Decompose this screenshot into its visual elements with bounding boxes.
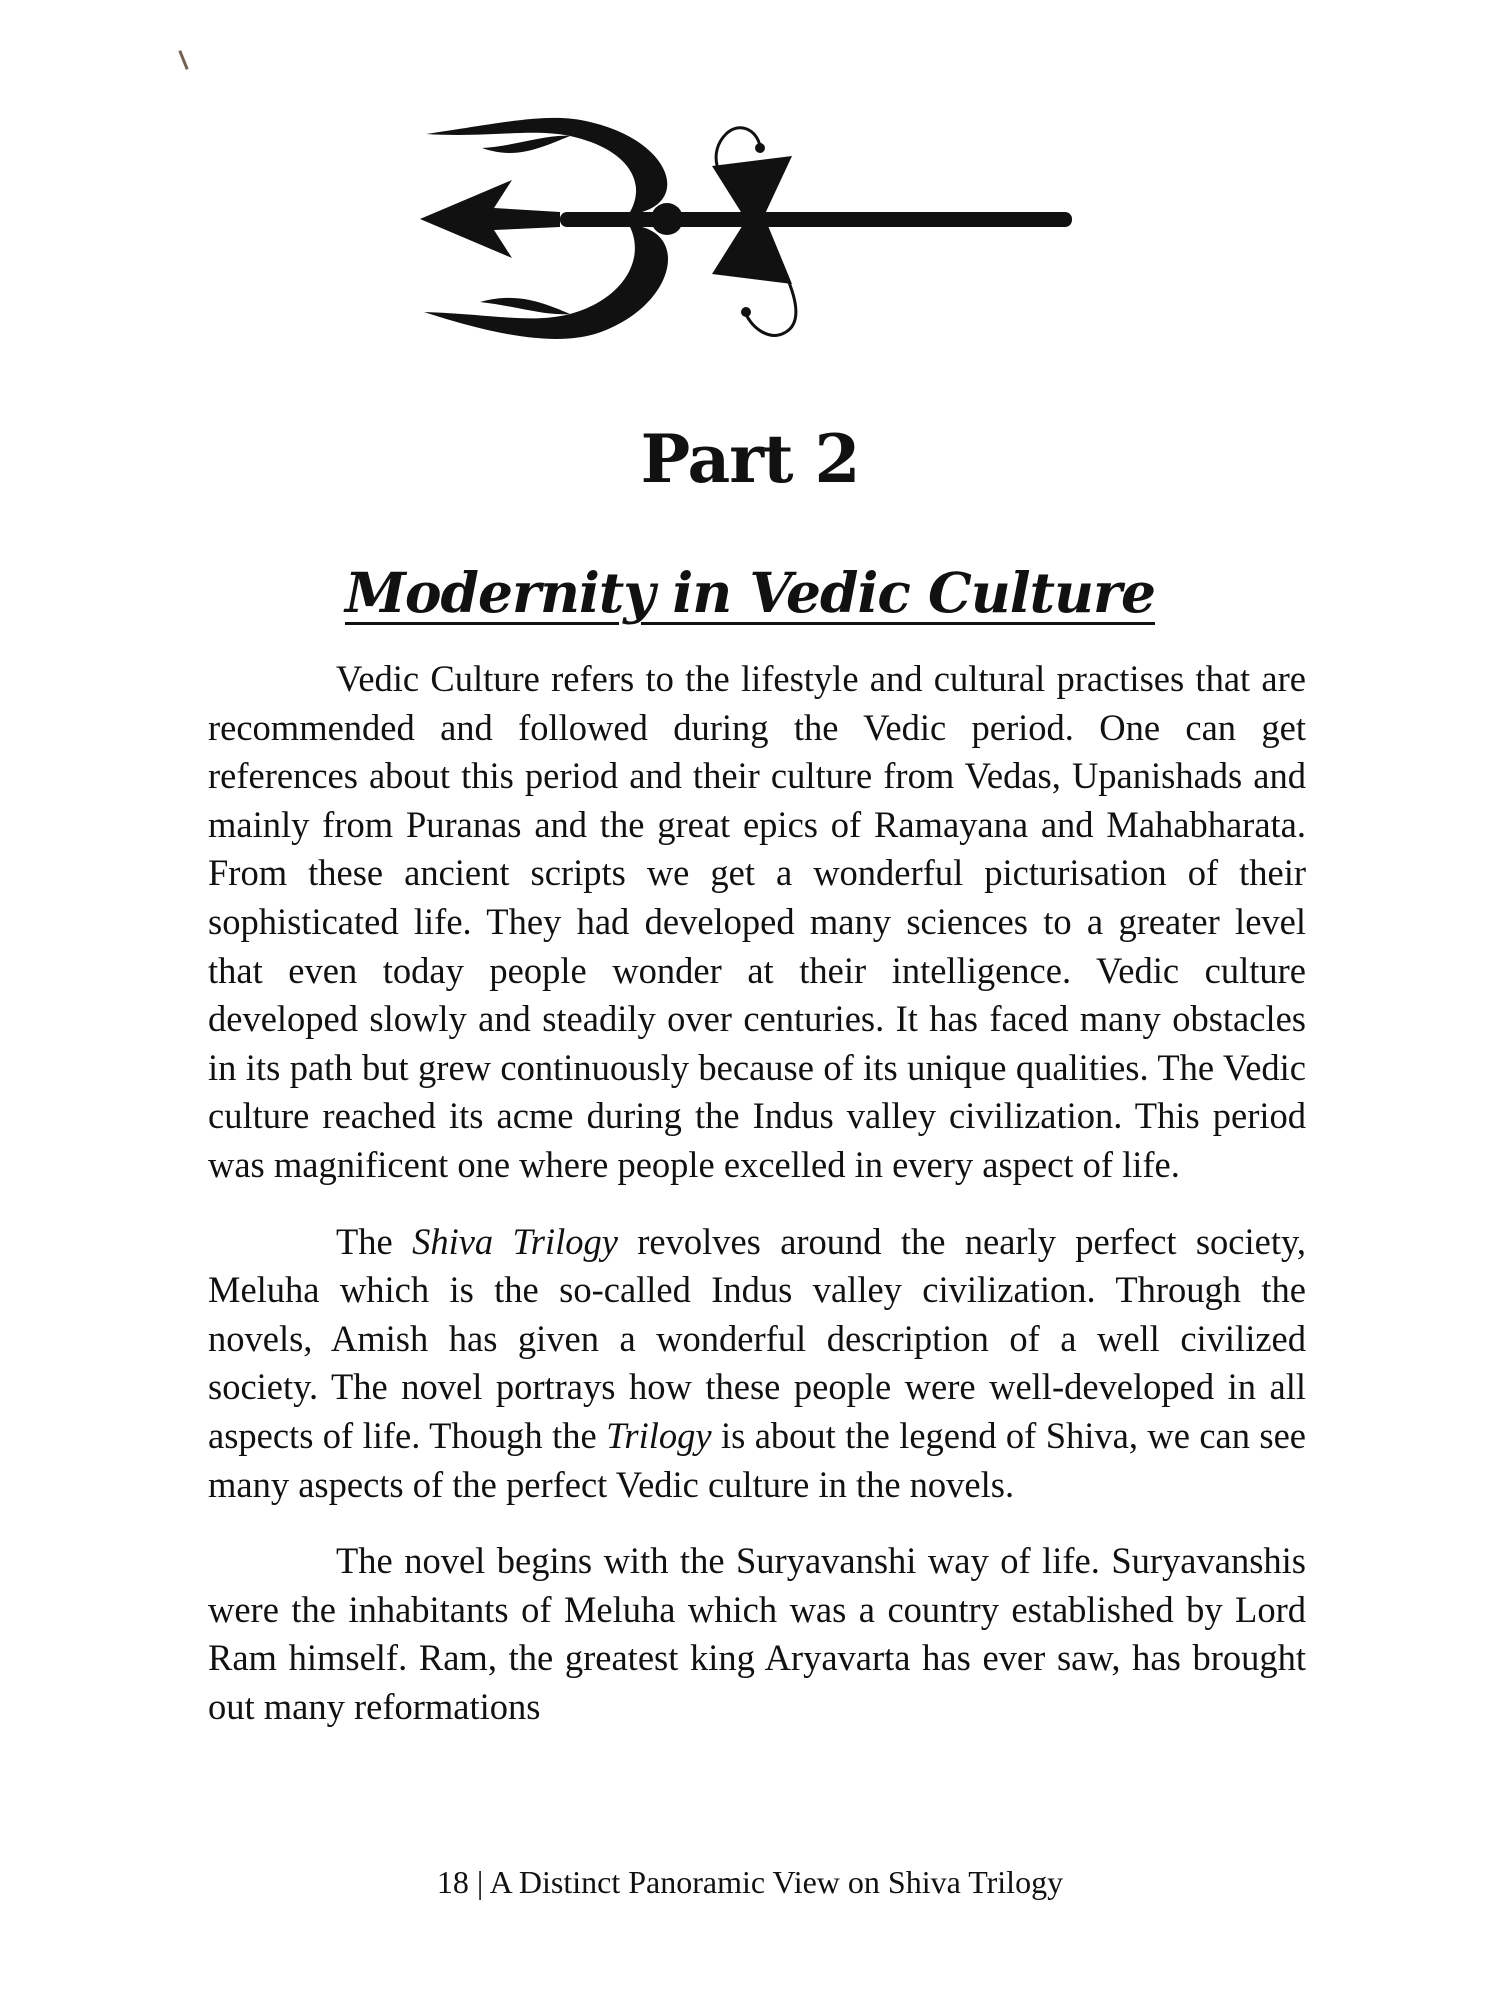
paragraph-2-text: is about the legend of Shiva, we can see many aspects of the perfect Vedic culture in the novels. xyxy=(208,1414,1307,1505)
scan-mark xyxy=(178,50,188,70)
paragraph-1: Vedic Culture refers to the lifestyle and cultural practises that are recommended and followed during the Vedic period. One can get references about this period and their culture from Vedas, Upanishads and mainly from Puranas and the great epics of Ramayana and Mahabharata. From these ancient scripts we get a wonderful picturisation of their sophisticated life. They had developed many sciences to a greater level that even today people wonder at their intelligence. Vedic culture developed slowly and steadily over centuries. It has faced many obstacles in its path but grew continuously because of its unique qualities. The Vedic culture reached its acme during the Indus valley civilization. This period was magnificent one where people excelled in every aspect of life. xyxy=(208,658,1306,1185)
page-number: 18 xyxy=(436,1864,469,1900)
book-title-shiva-trilogy: Shiva Trilogy xyxy=(412,1220,618,1262)
running-book-title: A Distinct Panoramic View on Shiva Trilogy xyxy=(489,1864,1064,1900)
paragraph-2-text: The xyxy=(336,1220,413,1262)
paragraph-2-text: revolves around the nearly perfect society, Meluha which is the so-called Indus valley civilization. Through the novels, Amish has given a wonderful description of a well civilized society. The novel portrays how these people were well-developed in all aspects of life. Though the xyxy=(208,1220,1306,1456)
footer-separator: | xyxy=(476,1864,484,1900)
part-title: Part 2 xyxy=(640,420,860,498)
body-text xyxy=(208,655,1306,1759)
chapter-title: Modernity in Vedic Culture xyxy=(344,560,1156,625)
page-footer xyxy=(0,1864,1500,1901)
trishul-damaru-icon xyxy=(420,88,1100,358)
book-title-trilogy: Trilogy xyxy=(606,1414,712,1456)
paragraph-3: The novel begins with the Suryavanshi way of life. Suryavanshis were the inhabitants of Meluha which was a country established by Lord Ram himself. Ram, the greatest king Aryavarta has ever saw, has brought out many reformations xyxy=(208,1540,1306,1727)
paragraph-2 xyxy=(208,1218,1306,1510)
